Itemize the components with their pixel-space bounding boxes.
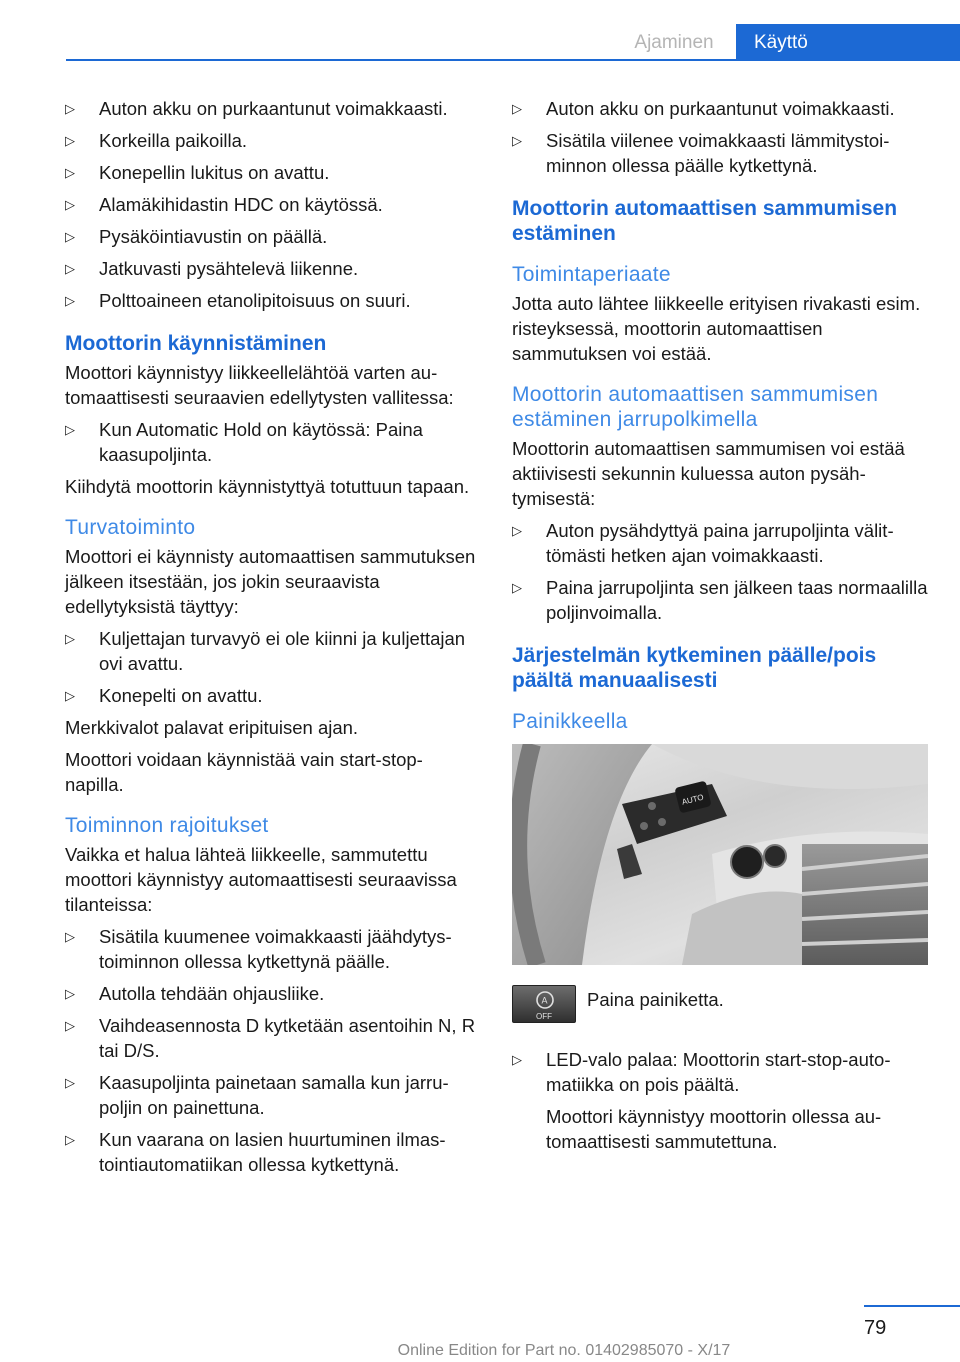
list-item: ▷ Alamäkihidastin HDC on käytössä.	[65, 194, 383, 215]
bullet-triangle-icon: ▷	[65, 197, 75, 212]
list-item: ▷ Auton akku on purkaantunut voimakkaasti.	[512, 98, 895, 119]
bullet-triangle-icon: ▷	[65, 1075, 75, 1090]
bullet-triangle-icon: ▷	[65, 1018, 75, 1033]
heading-manual-toggle: Järjestelmän kytkeminen päälle/pois päältä manuaalisesti	[512, 644, 877, 692]
bullet-triangle-icon: ▷	[65, 929, 75, 944]
paragraph-engine-start: Moottori käynnistyy liikkeellelähtöä varten automaattisesti seuraavien edellytysten vallitessa:	[65, 362, 454, 408]
heading-prevent-auto-stop: Moottorin automaattisen sammumisen estäminen	[512, 197, 898, 245]
list-item: ▷ Jatkuvasti pysähtelevä liikenne.	[65, 258, 359, 279]
list-item: ▷ Kun Automatic Hold on käytössä: Paina kaasupoljinta.	[65, 419, 423, 465]
list-item: ▷ Konepellin lukitus on avattu.	[65, 162, 330, 183]
heading-prevent-with-brake: Moottorin automaattisen sammumisen estäminen jarrupolkimella	[512, 383, 879, 431]
bullet-triangle-icon: ▷	[512, 133, 522, 148]
button-instruction-text: Paina painiketta.	[587, 989, 724, 1010]
bullet-triangle-icon: ▷	[65, 261, 75, 276]
list-item: ▷ Konepelti on avattu.	[65, 685, 263, 706]
bullet-triangle-icon: ▷	[65, 293, 75, 308]
bullet-triangle-icon: ▷	[512, 580, 522, 595]
paragraph-limits: Vaikka et halua lähteä liikkeelle, sammutettu moottori käynnistyy automaattisesti seuraavissa tilanteissa:	[65, 844, 457, 915]
auto-start-stop-off-button	[512, 985, 576, 1023]
heading-principle: Toimintaperiaate	[512, 263, 671, 286]
list-item: ▷ Polttoaineen etanolipitoisuus on suuri.	[65, 290, 411, 311]
auto-start-stop-off-icon	[513, 986, 577, 1024]
list-item: ▷ Sisätila kuumenee voimakkaasti jäähdytystoiminnon ollessa kytkettynä päälle.	[65, 926, 452, 972]
paragraph-principle: Jotta auto lähtee liikkeelle erityisen rivakasti esim. risteyksessä, moottorin automaattisen sammutuksen voi estää.	[512, 293, 921, 364]
list-item: ▷ Korkeilla paikoilla.	[65, 130, 248, 151]
svg-text:OFF: OFF	[536, 1012, 552, 1021]
heading-by-button: Painikkeella	[512, 710, 628, 733]
paragraph-brake: Moottorin automaattisen sammumisen voi estää aktiivisesti sekunnin kuluessa auton pysähtymisestä:	[512, 438, 905, 509]
paragraph-indicator-lights: Merkkivalot palavat eripituisen ajan.	[65, 717, 359, 738]
list-item: ▷ Autolla tehdään ohjausliike.	[65, 983, 325, 1004]
list-item: ▷ Auton akku on purkaantunut voimakkaasti.	[65, 98, 448, 119]
footer-edition: Online Edition for Part no. 01402985070 - X/17	[397, 1342, 731, 1359]
list-item: ▷ Kuljettajan turvavyö ei ole kiinni ja kuljettajan ovi avattu.	[65, 628, 466, 674]
bullet-triangle-icon: ▷	[65, 101, 75, 116]
svg-text:AUTO: AUTO	[680, 792, 705, 807]
list-item: ▷ Vaihdeasennosta D kytketään asentoihin N, R tai D/S.	[65, 1015, 476, 1061]
bullet-triangle-icon: ▷	[65, 1132, 75, 1147]
list-item: ▷ Kun vaarana on lasien huurtuminen ilmastointiautomatiikan ollessa kytkettynä.	[65, 1129, 446, 1175]
heading-engine-start: Moottorin käynnistäminen	[65, 332, 327, 355]
left-column	[65, 96, 477, 1184]
list-item-subtext: Moottori käynnistyy moottorin ollessa automaattisesti sammutettuna.	[546, 1106, 882, 1152]
header-section-tab: Ajaminen	[634, 32, 714, 53]
heading-function-limits: Toiminnon rajoitukset	[65, 814, 269, 837]
light-stalk	[617, 781, 727, 879]
bullet-triangle-icon: ▷	[65, 986, 75, 1001]
heading-safety-function: Turvatoiminto	[65, 516, 196, 539]
list-item: ▷ Paina jarrupoljinta sen jälkeen taas normaalilla poljinvoimalla.	[512, 577, 928, 623]
header-chapter-tab: Käyttö	[736, 24, 960, 61]
list-item: ▷ LED-valo palaa: Moottorin start-stop-automatiikka on pois päältä. Moottori käynnistyy moottorin ollessa automaattisesti sammutettuna.	[512, 1047, 930, 1154]
list-item: ▷ Sisätila viilenee voimakkaasti lämmitystoiminnon ollessa päälle kytkettynä.	[512, 130, 890, 176]
page-number: 79	[864, 1317, 887, 1339]
bullet-triangle-icon: ▷	[65, 688, 75, 703]
button-instruction-row	[512, 985, 930, 1029]
bullet-triangle-icon: ▷	[65, 422, 75, 437]
bullet-triangle-icon: ▷	[512, 101, 522, 116]
dashboard-illustration	[512, 744, 928, 965]
bullet-triangle-icon: ▷	[65, 229, 75, 244]
paragraph-accelerate: Kiihdytä moottorin käynnistyttyä totuttuun tapaan.	[65, 476, 470, 497]
bullet-triangle-icon: ▷	[512, 523, 522, 538]
paragraph-safety: Moottori ei käynnisty automaattisen sammutuksen jälkeen itsestään, jos jokin seuraavista edellytyksistä täyttyy:	[65, 546, 476, 617]
bullet-triangle-icon: ▷	[65, 133, 75, 148]
air-vent	[802, 844, 928, 965]
right-column	[512, 96, 930, 1161]
bullet-triangle-icon: ▷	[65, 165, 75, 180]
list-item: ▷ Kaasupoljinta painetaan samalla kun jarrupoljin on painettuna.	[65, 1072, 449, 1118]
dashboard-photo	[512, 744, 928, 965]
bullet-triangle-icon: ▷	[512, 1052, 522, 1067]
list-item: ▷ Auton pysähdyttyä paina jarrupoljinta välittömästi hetken ajan voimakkaasti.	[512, 520, 894, 566]
bullet-triangle-icon: ▷	[65, 631, 75, 646]
footer-rule	[864, 1305, 960, 1307]
paragraph-start-stop-only: Moottori voidaan käynnistää vain start-stop-napilla.	[65, 749, 423, 795]
svg-text:A: A	[541, 995, 548, 1006]
header-rule	[66, 59, 960, 61]
list-item: ▷ Pysäköintiavustin on päällä.	[65, 226, 328, 247]
